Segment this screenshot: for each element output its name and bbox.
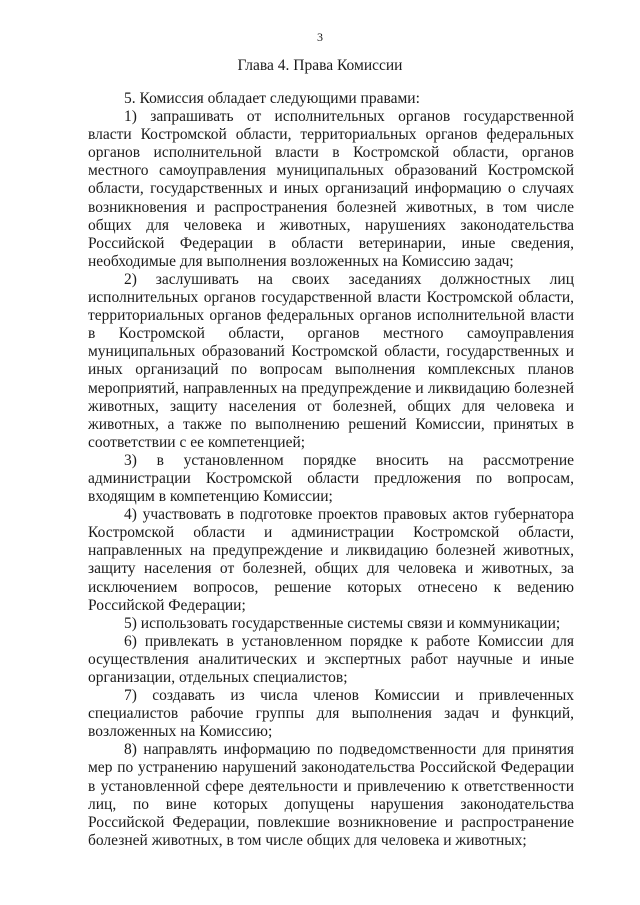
paragraph-item-7: 7) создавать из числа членов Комиссии и привлеченных специалистов рабочие группы для выполнения задач и функций, возложенных на Комиссию; [88, 687, 574, 741]
paragraph-item-1: 1) запрашивать от исполнительных органов государственной власти Костромской области, территориальных органов федеральных органов исполнительной власти в Костромской области, органов местного самоуправления муниципальных образований Костромской области, государственных и иных организаций информацию о случаях возникновения и распространения болезней животных, в том числе общих для человека и животных, нарушениях законодательства Российской Федерации в области ветеринарии, иные сведения, необходимые для выполнения возложенных на Комиссию задач; [88, 108, 574, 270]
paragraph-item-6: 6) привлекать в установленном порядке к работе Комиссии для осуществления аналитических и экспертных работ научные и иные организации, отдельных специалистов; [88, 632, 574, 686]
document-body [88, 90, 574, 850]
paragraph-intro: 5. Комиссия обладает следующими правами: [124, 90, 420, 107]
chapter-title: Глава 4. Права Комиссии [237, 57, 403, 74]
paragraph-item-4: 4) участвовать в подготовке проектов правовых актов губернатора Костромской области и администрации Костромской области, направленных на предупреждение и ликвидацию болезней животных, защиту населения от болезней, общих для человека и животных, за исключением вопросов, решение которых отнесено к ведению Российской Федерации; [88, 506, 574, 614]
paragraph-item-3: 3) в установленном порядке вносить на рассмотрение администрации Костромской области предложения по вопросам, входящим в компетенцию Комиссии; [88, 451, 574, 506]
page-number: 3 [317, 30, 323, 44]
paragraph-item-2: 2) заслушивать на своих заседаниях должностных лиц исполнительных органов государственной власти Костромской области, территориальных органов федеральных органов исполнительной власти в Костромской области, органов местного самоуправления муниципальных образований Костромской области, государственных и иных организаций по вопросам выполнения комплексных планов мероприятий, направленных на предупреждение и ликвидацию болезней животных, защиту населения от болезней, общих для человека и животных, а также по выполнению решений Комиссии, принятых в соответствии с ее компетенцией; [88, 270, 574, 451]
paragraph-item-5: 5) использовать государственные системы связи и коммуникации; [124, 614, 561, 632]
paragraph-item-8: 8) направлять информацию по подведомственности для принятия мер по устранению нарушений законодательства Российской Федерации в установленной сфере деятельности и привлечению к ответственности лиц, по вине которых допущены нарушения законодательства Российской Федерации, повлекшие возникновение и распространение болезней животных, в том числе общих для человека и животных; [88, 741, 574, 849]
